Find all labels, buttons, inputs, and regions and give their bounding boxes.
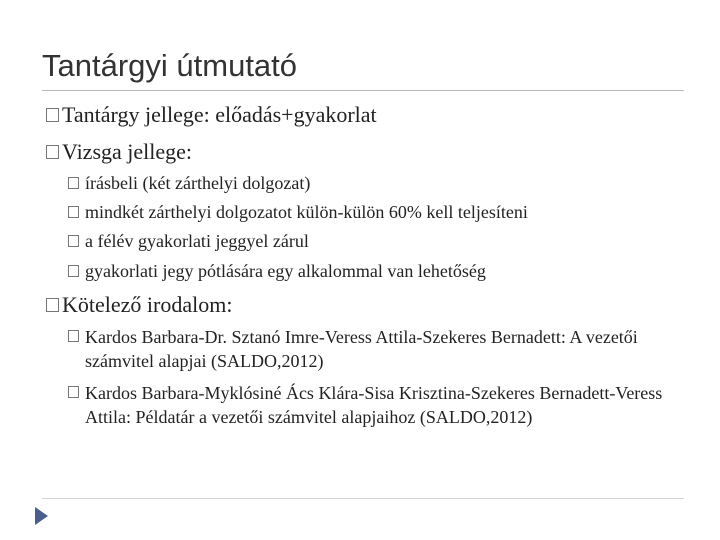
bullet-required-literature xyxy=(46,292,232,318)
sub-bullet-workbook xyxy=(68,381,678,429)
sub-bullet-makeup xyxy=(68,260,486,282)
sub-bullet-text: a félév gyakorlati jeggyel zárul xyxy=(85,231,309,251)
title-divider xyxy=(42,90,684,91)
sub-bullet-text: írásbeli (két zárthelyi dolgozat) xyxy=(85,173,311,193)
checkbox-bullet-icon xyxy=(68,386,79,398)
checkbox-bullet-icon xyxy=(68,235,79,247)
checkbox-bullet-icon xyxy=(68,330,79,342)
sub-bullet-textbook xyxy=(68,325,678,373)
bullet-course-type xyxy=(46,102,377,128)
checkbox-bullet-icon xyxy=(46,298,59,312)
checkbox-bullet-icon xyxy=(46,145,59,159)
slide-title: Tantárgyi útmutató xyxy=(42,48,298,83)
sub-bullet-text: mindkét zárthelyi dolgozatot külön-külön 60% kell teljesíteni xyxy=(85,202,528,222)
checkbox-bullet-icon xyxy=(68,177,79,189)
bullet-exam-type xyxy=(46,139,192,165)
checkbox-bullet-icon xyxy=(68,206,79,218)
sub-bullet-written-exam xyxy=(68,172,310,194)
sub-bullet-threshold xyxy=(68,201,528,223)
sub-bullet-text: gyakorlati jegy pótlására egy alkalommal van lehetőség xyxy=(85,261,486,281)
bullet-text: Kötelező irodalom: xyxy=(62,292,233,317)
bullet-text: Vizsga jellege: xyxy=(62,139,193,164)
bullet-text: Tantárgy jellege: előadás+gyakorlat xyxy=(62,102,377,127)
footer-divider xyxy=(42,498,684,499)
checkbox-bullet-icon xyxy=(46,108,59,122)
sub-bullet-text: Kardos Barbara-Myklósiné Ács Klára-Sisa Krisztina-Szekeres Bernadett-Veress Attila: Példatár a vezetői számvitel alapjaihoz (SALDO,2012) xyxy=(85,383,663,427)
sub-bullet-practical-grade xyxy=(68,230,309,252)
checkbox-bullet-icon xyxy=(68,265,79,277)
sub-bullet-text: Kardos Barbara-Dr. Sztanó Imre-Veress Attila-Szekeres Bernadett: A vezetői számvitel alapjai (SALDO,2012) xyxy=(85,327,638,371)
play-triangle-icon[interactable] xyxy=(32,505,50,527)
